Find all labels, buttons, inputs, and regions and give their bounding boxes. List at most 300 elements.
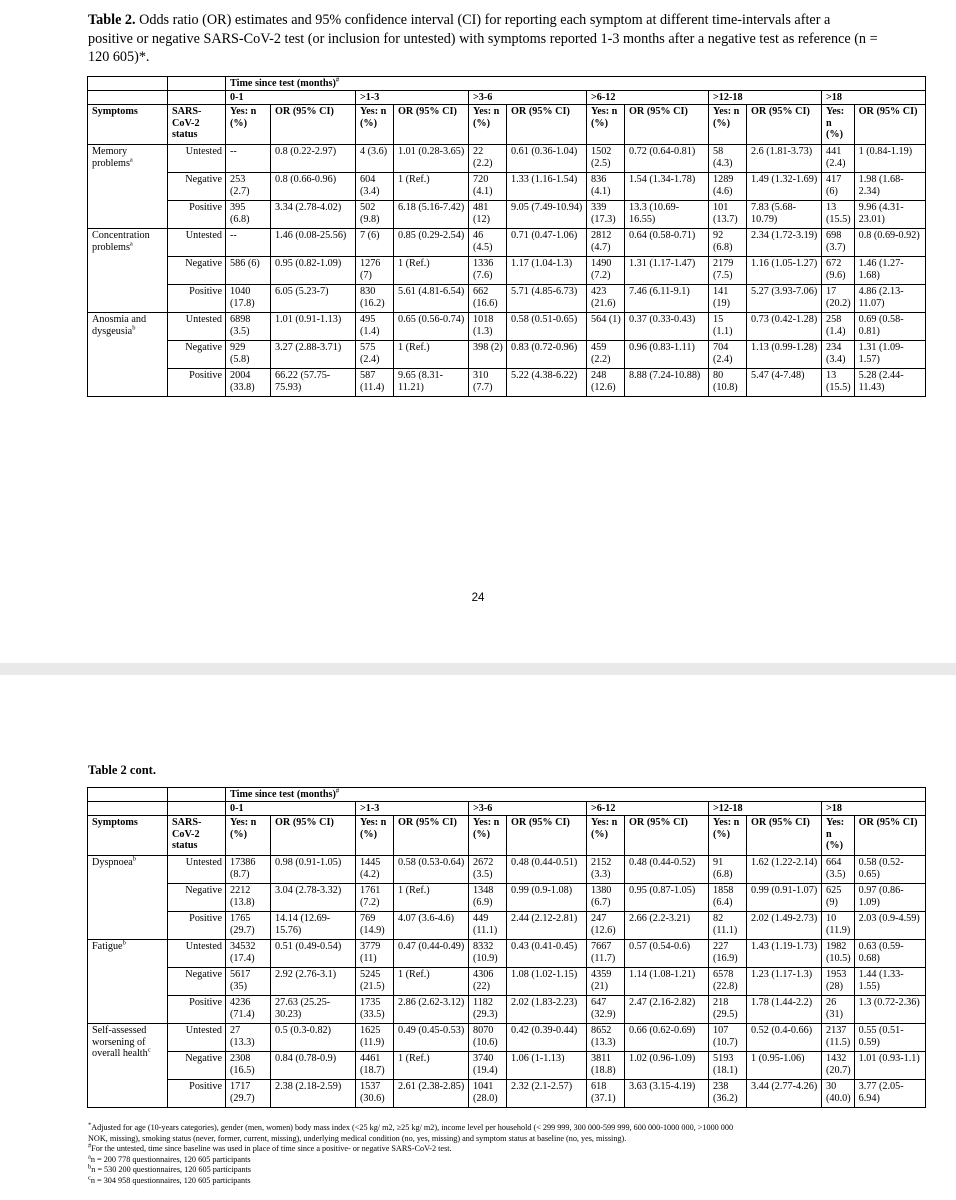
symptom-label: Self-assessed worsening of overall health [92, 1025, 148, 1060]
symptom-footnote-mark: c [147, 1046, 151, 1054]
symptom-name [88, 856, 168, 940]
status-column-header: SARS-CoV-2 status [168, 816, 226, 856]
or-cell: 3.04 (2.78-3.32) [271, 884, 356, 912]
footnote-text: For the untested, time since baseline was used in place of time since a positive- or negative SARS-CoV-2 test. [91, 1144, 452, 1153]
or-cell: 0.48 (0.44-0.52) [625, 856, 709, 884]
count-cell: 1432 (20.7) [822, 1052, 855, 1080]
symptom-footnote-mark: b [132, 324, 136, 332]
or-cell: 1.14 (1.08-1.21) [625, 968, 709, 996]
count-cell: 17386 (8.7) [226, 856, 271, 884]
count-cell: 7667 (11.7) [587, 940, 625, 968]
count-cell: 4461 (18.7) [356, 1052, 394, 1080]
status-cell: Negative [168, 884, 226, 912]
or-column-header: OR (95% CI) [854, 816, 925, 856]
table-row [88, 912, 926, 940]
or-cell: 0.61 (0.36-1.04) [507, 145, 587, 173]
footnote-line [88, 1123, 888, 1134]
count-cell: 1336 (7.6) [469, 257, 507, 285]
status-cell: Negative [168, 257, 226, 285]
count-cell: 141 (19) [709, 285, 747, 313]
or-cell: 0.58 (0.51-0.65) [507, 313, 587, 341]
or-cell: 4.86 (2.13-11.07) [854, 285, 925, 313]
or-cell: 2.47 (2.16-2.82) [625, 996, 709, 1024]
or-cell: 3.63 (3.15-4.19) [625, 1080, 709, 1108]
count-cell: 5193 (18.1) [709, 1052, 747, 1080]
count-cell: 929 (5.8) [226, 341, 271, 369]
count-cell: 4306 (22) [469, 968, 507, 996]
count-cell: 1276 (7) [356, 257, 394, 285]
table-row [88, 884, 926, 912]
symptom-name [88, 1024, 168, 1108]
count-cell: 4 (3.6) [356, 145, 394, 173]
status-cell: Untested [168, 145, 226, 173]
or-cell: 9.05 (7.49-10.94) [507, 201, 587, 229]
table-row [88, 968, 926, 996]
or-cell: 6.18 (5.16-7.42) [394, 201, 469, 229]
status-cell: Untested [168, 856, 226, 884]
interval-header: >18 [822, 91, 926, 105]
count-cell: 2137 (11.5) [822, 1024, 855, 1052]
table-row [88, 856, 926, 884]
footnote-text: n = 530 200 questionnaires, 120 605 participants [91, 1165, 251, 1174]
status-cell: Positive [168, 369, 226, 397]
count-cell: 495 (1.4) [356, 313, 394, 341]
yes-column-header: Yes: n (%) [709, 105, 747, 145]
symptom-name [88, 940, 168, 1024]
or-cell: 2.86 (2.62-3.12) [394, 996, 469, 1024]
footnote-mark: * [88, 1121, 92, 1129]
count-cell: 395 (6.8) [226, 201, 271, 229]
or-cell: 0.73 (0.42-1.28) [747, 313, 822, 341]
yes-column-header: Yes: n (%) [469, 816, 507, 856]
symptom-label: Dyspnoea [92, 857, 133, 868]
count-cell: 248 (12.6) [587, 369, 625, 397]
or-cell: 0.83 (0.72-0.96) [507, 341, 587, 369]
table-caption-text: Odds ratio (OR) estimates and 95% confidence interval (CI) for reporting each symptom at different time-intervals after a positive or negative SARS-CoV-2 test (or inclusion for untested) with symptoms reported 1-3 months after a negative test as reference (n = 120 605)*. [88, 12, 878, 66]
table-row [88, 940, 926, 968]
or-cell: 9.96 (4.31-23.01) [854, 201, 925, 229]
count-cell: 672 (9.6) [822, 257, 855, 285]
or-column-header: OR (95% CI) [747, 105, 822, 145]
count-cell: 604 (3.4) [356, 173, 394, 201]
table-row [88, 1052, 926, 1080]
count-cell: 3779 (11) [356, 940, 394, 968]
table-row [88, 229, 926, 257]
time-since-label: Time since test (months) [230, 789, 336, 800]
table-row [88, 257, 926, 285]
or-cell: 0.98 (0.91-1.05) [271, 856, 356, 884]
or-cell: 1 (Ref.) [394, 173, 469, 201]
or-column-header: OR (95% CI) [625, 816, 709, 856]
symptom-footnote-mark: b [122, 939, 126, 947]
count-cell: 2179 (7.5) [709, 257, 747, 285]
or-cell: 27.63 (25.25-30.23) [271, 996, 356, 1024]
header-blank [88, 802, 168, 816]
count-cell: 398 (2) [469, 341, 507, 369]
or-cell: 13.3 (10.69-16.55) [625, 201, 709, 229]
count-cell: 13 (15.5) [822, 369, 855, 397]
or-cell: 9.65 (8.31-11.21) [394, 369, 469, 397]
or-cell: 1.06 (1-1.13) [507, 1052, 587, 1080]
count-cell: 30 (40.0) [822, 1080, 855, 1108]
symptom-label: Memory problems [92, 146, 130, 169]
count-cell: 1761 (7.2) [356, 884, 394, 912]
time-since-label: Time since test (months) [230, 78, 336, 89]
time-since-header [226, 77, 926, 91]
count-cell: 4236 (71.4) [226, 996, 271, 1024]
count-cell: 1765 (29.7) [226, 912, 271, 940]
or-cell: 7.83 (5.68-10.79) [747, 201, 822, 229]
yes-column-header: Yes: n (%) [587, 816, 625, 856]
count-cell: 2812 (4.7) [587, 229, 625, 257]
header-blank [168, 802, 226, 816]
or-cell: 0.66 (0.62-0.69) [625, 1024, 709, 1052]
or-cell: 3.27 (2.88-3.71) [271, 341, 356, 369]
count-cell: 27 (13.3) [226, 1024, 271, 1052]
page-separator [0, 663, 956, 675]
or-cell: 1.31 (1.17-1.47) [625, 257, 709, 285]
count-cell: 836 (4.1) [587, 173, 625, 201]
or-cell: 2.03 (0.9-4.59) [854, 912, 925, 940]
or-cell: 0.64 (0.58-0.71) [625, 229, 709, 257]
count-cell: 1182 (29.3) [469, 996, 507, 1024]
count-cell: 80 (10.8) [709, 369, 747, 397]
or-cell: 0.99 (0.9-1.08) [507, 884, 587, 912]
or-cell: 2.44 (2.12-2.81) [507, 912, 587, 940]
symptom-label: Concentration problems [92, 230, 150, 253]
or-cell: 1.46 (1.27-1.68) [854, 257, 925, 285]
yes-column-header: Yes: n (%) [587, 105, 625, 145]
or-cell: 7.46 (6.11-9.1) [625, 285, 709, 313]
count-cell: -- [226, 229, 271, 257]
count-cell: 1625 (11.9) [356, 1024, 394, 1052]
symptom-name [88, 313, 168, 397]
status-column-header: SARS-CoV-2 status [168, 105, 226, 145]
or-cell: 1.17 (1.04-1.3) [507, 257, 587, 285]
yes-column-header: Yes: n (%) [469, 105, 507, 145]
table-row [88, 341, 926, 369]
count-cell: 1289 (4.6) [709, 173, 747, 201]
count-cell: 1717 (29.7) [226, 1080, 271, 1108]
status-cell: Untested [168, 229, 226, 257]
count-cell: 1380 (6.7) [587, 884, 625, 912]
or-cell: 0.63 (0.59-0.68) [854, 940, 925, 968]
or-cell: 1.46 (0.08-25.56) [271, 229, 356, 257]
or-cell: 3.34 (2.78-4.02) [271, 201, 356, 229]
or-cell: 0.8 (0.66-0.96) [271, 173, 356, 201]
count-cell: 449 (11.1) [469, 912, 507, 940]
table-caption [88, 11, 878, 67]
or-cell: 1 (Ref.) [394, 884, 469, 912]
count-cell: 107 (10.7) [709, 1024, 747, 1052]
count-cell: 227 (16.9) [709, 940, 747, 968]
count-cell: 91 (6.8) [709, 856, 747, 884]
count-cell: 587 (11.4) [356, 369, 394, 397]
interval-header: >6-12 [587, 91, 709, 105]
or-cell: 1.31 (1.09-1.57) [854, 341, 925, 369]
or-cell: 0.71 (0.47-1.06) [507, 229, 587, 257]
count-cell: 6578 (22.8) [709, 968, 747, 996]
or-cell: 0.8 (0.69-0.92) [854, 229, 925, 257]
or-cell: 0.95 (0.87-1.05) [625, 884, 709, 912]
count-cell: -- [226, 145, 271, 173]
table-row [88, 201, 926, 229]
or-column-header: OR (95% CI) [507, 816, 587, 856]
count-cell: 441 (2.4) [822, 145, 855, 173]
or-cell: 1.78 (1.44-2.2) [747, 996, 822, 1024]
interval-header: >1-3 [356, 802, 469, 816]
or-cell: 0.43 (0.41-0.45) [507, 940, 587, 968]
footnote-line [88, 1144, 888, 1155]
or-cell: 1 (0.84-1.19) [854, 145, 925, 173]
symptom-label: Fatigue [92, 941, 123, 952]
or-cell: 0.99 (0.91-1.07) [747, 884, 822, 912]
or-cell: 2.32 (2.1-2.57) [507, 1080, 587, 1108]
or-cell: 0.42 (0.39-0.44) [507, 1024, 587, 1052]
count-cell: 1953 (28) [822, 968, 855, 996]
or-cell: 1.02 (0.96-1.09) [625, 1052, 709, 1080]
or-cell: 0.49 (0.45-0.53) [394, 1024, 469, 1052]
header-blank [88, 788, 168, 802]
or-cell: 0.58 (0.53-0.64) [394, 856, 469, 884]
count-cell: 8332 (10.9) [469, 940, 507, 968]
count-cell: 22 (2.2) [469, 145, 507, 173]
count-cell: 6898 (3.5) [226, 313, 271, 341]
status-cell: Positive [168, 912, 226, 940]
or-cell: 0.57 (0.54-0.6) [625, 940, 709, 968]
or-cell: 1.33 (1.16-1.54) [507, 173, 587, 201]
or-cell: 1.01 (0.91-1.13) [271, 313, 356, 341]
or-cell: 5.22 (4.38-6.22) [507, 369, 587, 397]
or-cell: 1.23 (1.17-1.3) [747, 968, 822, 996]
or-cell: 2.66 (2.2-3.21) [625, 912, 709, 940]
count-cell: 310 (7.7) [469, 369, 507, 397]
interval-header: >18 [822, 802, 926, 816]
page-number: 24 [471, 592, 485, 604]
symptoms-column-header: Symptoms [88, 105, 168, 145]
count-cell: 586 (6) [226, 257, 271, 285]
or-cell: 0.47 (0.44-0.49) [394, 940, 469, 968]
yes-column-header: Yes: n (%) [226, 816, 271, 856]
count-cell: 830 (16.2) [356, 285, 394, 313]
status-cell: Negative [168, 173, 226, 201]
or-cell: 0.96 (0.83-1.11) [625, 341, 709, 369]
status-cell: Negative [168, 1052, 226, 1080]
symptom-footnote-mark: b [132, 855, 136, 863]
or-cell: 0.5 (0.3-0.82) [271, 1024, 356, 1052]
interval-header: >12-18 [709, 802, 822, 816]
or-cell: 2.61 (2.38-2.85) [394, 1080, 469, 1108]
or-column-header: OR (95% CI) [507, 105, 587, 145]
count-cell: 101 (13.7) [709, 201, 747, 229]
or-cell: 1.3 (0.72-2.36) [854, 996, 925, 1024]
or-cell: 1 (Ref.) [394, 257, 469, 285]
or-cell: 1.62 (1.22-2.14) [747, 856, 822, 884]
or-column-header: OR (95% CI) [271, 816, 356, 856]
or-cell: 0.69 (0.58-0.81) [854, 313, 925, 341]
or-cell: 2.6 (1.81-3.73) [747, 145, 822, 173]
count-cell: 704 (2.4) [709, 341, 747, 369]
status-cell: Untested [168, 1024, 226, 1052]
header-blank [168, 77, 226, 91]
or-cell: 1 (Ref.) [394, 1052, 469, 1080]
count-cell: 459 (2.2) [587, 341, 625, 369]
table-row [88, 369, 926, 397]
yes-column-header: Yes: n (%) [356, 816, 394, 856]
count-cell: 720 (4.1) [469, 173, 507, 201]
count-cell: 618 (37.1) [587, 1080, 625, 1108]
or-cell: 14.14 (12.69-15.76) [271, 912, 356, 940]
or-column-header: OR (95% CI) [854, 105, 925, 145]
count-cell: 253 (2.7) [226, 173, 271, 201]
symptoms-column-header: Symptoms [88, 816, 168, 856]
or-cell: 5.71 (4.85-6.73) [507, 285, 587, 313]
interval-header: 0-1 [226, 802, 356, 816]
or-column-header: OR (95% CI) [271, 105, 356, 145]
count-cell: 46 (4.5) [469, 229, 507, 257]
or-cell: 2.02 (1.83-2.23) [507, 996, 587, 1024]
status-cell: Positive [168, 285, 226, 313]
document-page-2 [0, 675, 956, 1200]
count-cell: 2212 (13.8) [226, 884, 271, 912]
or-cell: 1.44 (1.33-1.55) [854, 968, 925, 996]
symptom-name [88, 145, 168, 229]
symptom-table-continued [87, 787, 926, 1108]
count-cell: 339 (17.3) [587, 201, 625, 229]
count-cell: 664 (3.5) [822, 856, 855, 884]
footnote-text: n = 200 778 questionnaires, 120 605 participants [90, 1154, 251, 1164]
or-cell: 1.54 (1.34-1.78) [625, 173, 709, 201]
or-cell: 5.47 (4-7.48) [747, 369, 822, 397]
or-column-header: OR (95% CI) [394, 105, 469, 145]
count-cell: 10 (11.9) [822, 912, 855, 940]
or-cell: 1.49 (1.32-1.69) [747, 173, 822, 201]
count-cell: 1018 (1.3) [469, 313, 507, 341]
count-cell: 1735 (33.5) [356, 996, 394, 1024]
count-cell: 1982 (10.5) [822, 940, 855, 968]
interval-header: >3-6 [469, 802, 587, 816]
or-cell: 0.72 (0.64-0.81) [625, 145, 709, 173]
count-cell: 5617 (35) [226, 968, 271, 996]
time-since-header [226, 788, 926, 802]
or-cell: 8.88 (7.24-10.88) [625, 369, 709, 397]
table-row [88, 1080, 926, 1108]
count-cell: 625 (9) [822, 884, 855, 912]
or-cell: 0.48 (0.44-0.51) [507, 856, 587, 884]
symptom-footnote-mark: a [129, 240, 133, 248]
count-cell: 258 (1.4) [822, 313, 855, 341]
count-cell: 58 (4.3) [709, 145, 747, 173]
or-cell: 1.01 (0.28-3.65) [394, 145, 469, 173]
status-cell: Untested [168, 940, 226, 968]
count-cell: 417 (6) [822, 173, 855, 201]
count-cell: 1445 (4.2) [356, 856, 394, 884]
count-cell: 4359 (21) [587, 968, 625, 996]
count-cell: 15 (1.1) [709, 313, 747, 341]
status-cell: Untested [168, 313, 226, 341]
yes-column-header: Yes: n (%) [822, 105, 855, 145]
count-cell: 92 (6.8) [709, 229, 747, 257]
count-cell: 423 (21.6) [587, 285, 625, 313]
count-cell: 769 (14.9) [356, 912, 394, 940]
or-column-header: OR (95% CI) [625, 105, 709, 145]
footnote-line [88, 1134, 888, 1145]
count-cell: 1537 (30.6) [356, 1080, 394, 1108]
or-cell: 0.85 (0.29-2.54) [394, 229, 469, 257]
or-cell: 1 (0.95-1.06) [747, 1052, 822, 1080]
footnote-mark: # [88, 1142, 92, 1150]
or-cell: 0.51 (0.49-0.54) [271, 940, 356, 968]
footnote-text: n = 304 958 questionnaires, 120 605 participants [90, 1175, 251, 1185]
or-cell: 3.77 (2.05-6.94) [854, 1080, 925, 1108]
or-cell: 5.61 (4.81-6.54) [394, 285, 469, 313]
count-cell: 647 (32.9) [587, 996, 625, 1024]
footnote-mark: b [88, 1163, 92, 1171]
header-blank [88, 91, 168, 105]
table-row [88, 1024, 926, 1052]
table-row [88, 145, 926, 173]
symptom-table [87, 76, 926, 397]
or-cell: 0.58 (0.52-0.65) [854, 856, 925, 884]
header-blank [168, 788, 226, 802]
or-cell: 1.08 (1.02-1.15) [507, 968, 587, 996]
or-column-header: OR (95% CI) [747, 816, 822, 856]
table-row [88, 313, 926, 341]
count-cell: 1858 (6.4) [709, 884, 747, 912]
count-cell: 2004 (33.8) [226, 369, 271, 397]
footnote-text: Adjusted for age (10-years categories), gender (men, women) body mass index (<25 kg/ m2, ≥25 kg/ m2), income level per household (< 299 999, 300 000-599 999, 600 000-1000 000, >1000 000 [91, 1123, 734, 1132]
interval-header: 0-1 [226, 91, 356, 105]
symptom-name [88, 229, 168, 313]
or-cell: 1.43 (1.19-1.73) [747, 940, 822, 968]
or-cell: 1 (Ref.) [394, 968, 469, 996]
header-blank [88, 77, 168, 91]
count-cell: 3740 (19.4) [469, 1052, 507, 1080]
or-cell: 0.95 (0.82-1.09) [271, 257, 356, 285]
yes-column-header: Yes: n (%) [709, 816, 747, 856]
count-cell: 481 (12) [469, 201, 507, 229]
count-cell: 13 (15.5) [822, 201, 855, 229]
footnote-line [88, 1173, 888, 1187]
table-footnotes [88, 1123, 888, 1186]
table-row [88, 173, 926, 201]
or-cell: 1.98 (1.68-2.34) [854, 173, 925, 201]
or-column-header: OR (95% CI) [394, 816, 469, 856]
or-cell: 0.84 (0.78-0.9) [271, 1052, 356, 1080]
count-cell: 8652 (13.3) [587, 1024, 625, 1052]
or-cell: 1 (Ref.) [394, 341, 469, 369]
count-cell: 218 (29.5) [709, 996, 747, 1024]
or-cell: 2.34 (1.72-3.19) [747, 229, 822, 257]
status-cell: Positive [168, 1080, 226, 1108]
count-cell: 2152 (3.3) [587, 856, 625, 884]
footnote-mark: c [88, 1173, 91, 1181]
table-caption-label: Table 2. [88, 12, 136, 28]
count-cell: 698 (3.7) [822, 229, 855, 257]
time-since-footnote-mark: # [335, 76, 340, 84]
status-cell: Negative [168, 341, 226, 369]
yes-column-header: Yes: n (%) [356, 105, 394, 145]
table-continued-title: Table 2 cont. [88, 763, 156, 777]
count-cell: 3811 (18.8) [587, 1052, 625, 1080]
count-cell: 5245 (21.5) [356, 968, 394, 996]
or-cell: 1.01 (0.93-1.1) [854, 1052, 925, 1080]
count-cell: 34532 (17.4) [226, 940, 271, 968]
header-blank [168, 91, 226, 105]
count-cell: 238 (36.2) [709, 1080, 747, 1108]
or-cell: 0.65 (0.56-0.74) [394, 313, 469, 341]
count-cell: 8070 (10.6) [469, 1024, 507, 1052]
